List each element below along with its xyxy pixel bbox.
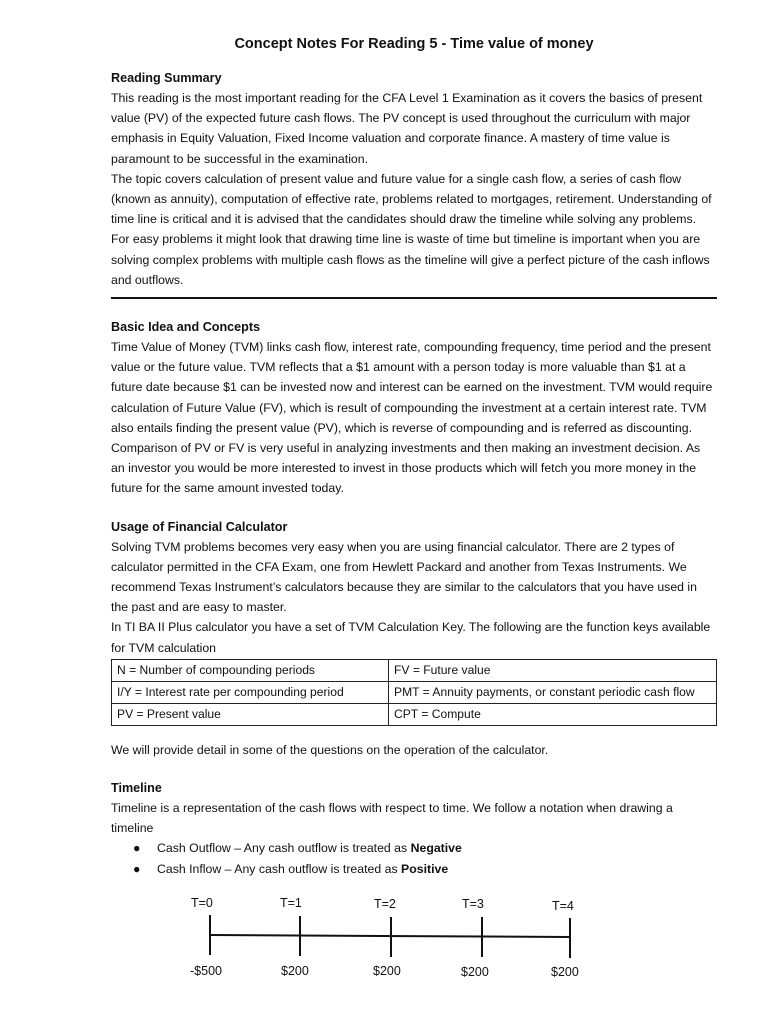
timeline-axis (210, 935, 570, 937)
period-label: T=4 (552, 899, 574, 913)
table-row (112, 681, 717, 703)
basic-heading: Basic Idea and Concepts (111, 320, 261, 335)
timeline-heading: Timeline (111, 781, 162, 796)
cash-flow-notation-list (111, 838, 717, 880)
summary-paragraph-2: The topic covers calculation of present value and future value for a single cash flow, a series of cash flow (known as annuity), computation of effective rate, problems related to mortgages, retirement. Understanding of time line is critical and it is advised that the candidates should draw the timeline while solving any problems. For easy problems it might look that drawing time line is waste of time but timeline is important when you are solving complex problems with multiple cash flows as the timeline will give a perfect picture of the cash inflows and outflows. (111, 171, 712, 287)
table-cell: CPT = Compute (389, 703, 717, 725)
cashflow-label: $200 (281, 964, 309, 978)
bullet-text: Cash Inflow – Any cash outflow is treated as (157, 862, 402, 877)
list-item (133, 838, 717, 859)
calculator-heading: Usage of Financial Calculator (111, 519, 288, 534)
summary-heading: Reading Summary (111, 71, 222, 85)
bullet-bold: Positive (401, 862, 449, 877)
table-cell: I/Y = Interest rate per compounding period (112, 681, 389, 703)
period-label: T=2 (374, 897, 396, 911)
table-row (112, 703, 717, 725)
bullet-text: Cash Outflow – Any cash outflow is treated as (157, 841, 411, 856)
list-item (133, 859, 717, 880)
period-label: T=1 (280, 896, 302, 910)
cashflow-label: $200 (461, 965, 489, 979)
calculator-paragraph-2: In TI BA II Plus calculator you have a set of TVM Calculation Key. The following are the function keys available for TVM calculation (111, 620, 711, 655)
cashflow-label: $200 (551, 965, 579, 979)
timeline-paragraph: Timeline is a representation of the cash flows with respect to time. We follow a notation when drawing a timeline (111, 801, 673, 836)
tvm-keys-table (111, 659, 717, 726)
period-label: T=3 (462, 897, 484, 911)
table-cell: PV = Present value (112, 703, 389, 725)
table-row (112, 659, 717, 681)
section-divider (111, 297, 717, 299)
table-cell: PMT = Annuity payments, or constant periodic cash flow (389, 681, 717, 703)
summary-paragraph-1: This reading is the most important reading for the CFA Level 1 Examination as it covers the basics of present value (PV) of the expected future cash flows. The PV concept is used throughout the curriculum with major emphasis in Equity Valuation, Fixed Income valuation and corporate finance. A mastery of time value is paramount to be successful in the examination. (111, 91, 703, 166)
bullet-icon: ● (133, 862, 141, 877)
basic-paragraph: Time Value of Money (TVM) links cash flow, interest rate, compounding frequency, time period and the present value or the future value. TVM reflects that a $1 amount with a person today is more valuable than $1 at a future date because $1 can be invested now and interest can be earned on the investment. TVM would require calculation of Future Value (FV), which is result of compounding the investment at a certain interest rate. TVM also entails finding the present value (PV), which is reverse of compounding and is referred as discounting. Comparison of PV or FV is very useful in analyzing investments and then making an investment decision. As an investor you would be more interested to invest in those products which will fetch you more money in the future for the same amount invested today. (111, 340, 713, 496)
cashflow-label: $200 (373, 964, 401, 978)
calculator-note: We will provide detail in some of the questions on the operation of the calculator. (111, 742, 549, 757)
bullet-bold: Negative (410, 841, 462, 856)
page-title: Concept Notes For Reading 5 - Time value of money (234, 36, 594, 52)
calculator-paragraph-1: Solving TVM problems becomes very easy when you are using financial calculator. There are 2 types of calculator permitted in the CFA Exam, one from Hewlett Packard and another from Texas Instruments. We recommend Texas Instrument’s calculators because they are similar to the calculators that you have used in the past and are easy to master. (111, 539, 697, 615)
table-cell: FV = Future value (389, 659, 717, 681)
document-page (111, 36, 717, 880)
period-label: T=0 (191, 896, 213, 910)
table-cell: N = Number of compounding periods (112, 659, 389, 681)
bullet-icon: ● (133, 841, 141, 856)
cashflow-label: -$500 (190, 964, 222, 978)
